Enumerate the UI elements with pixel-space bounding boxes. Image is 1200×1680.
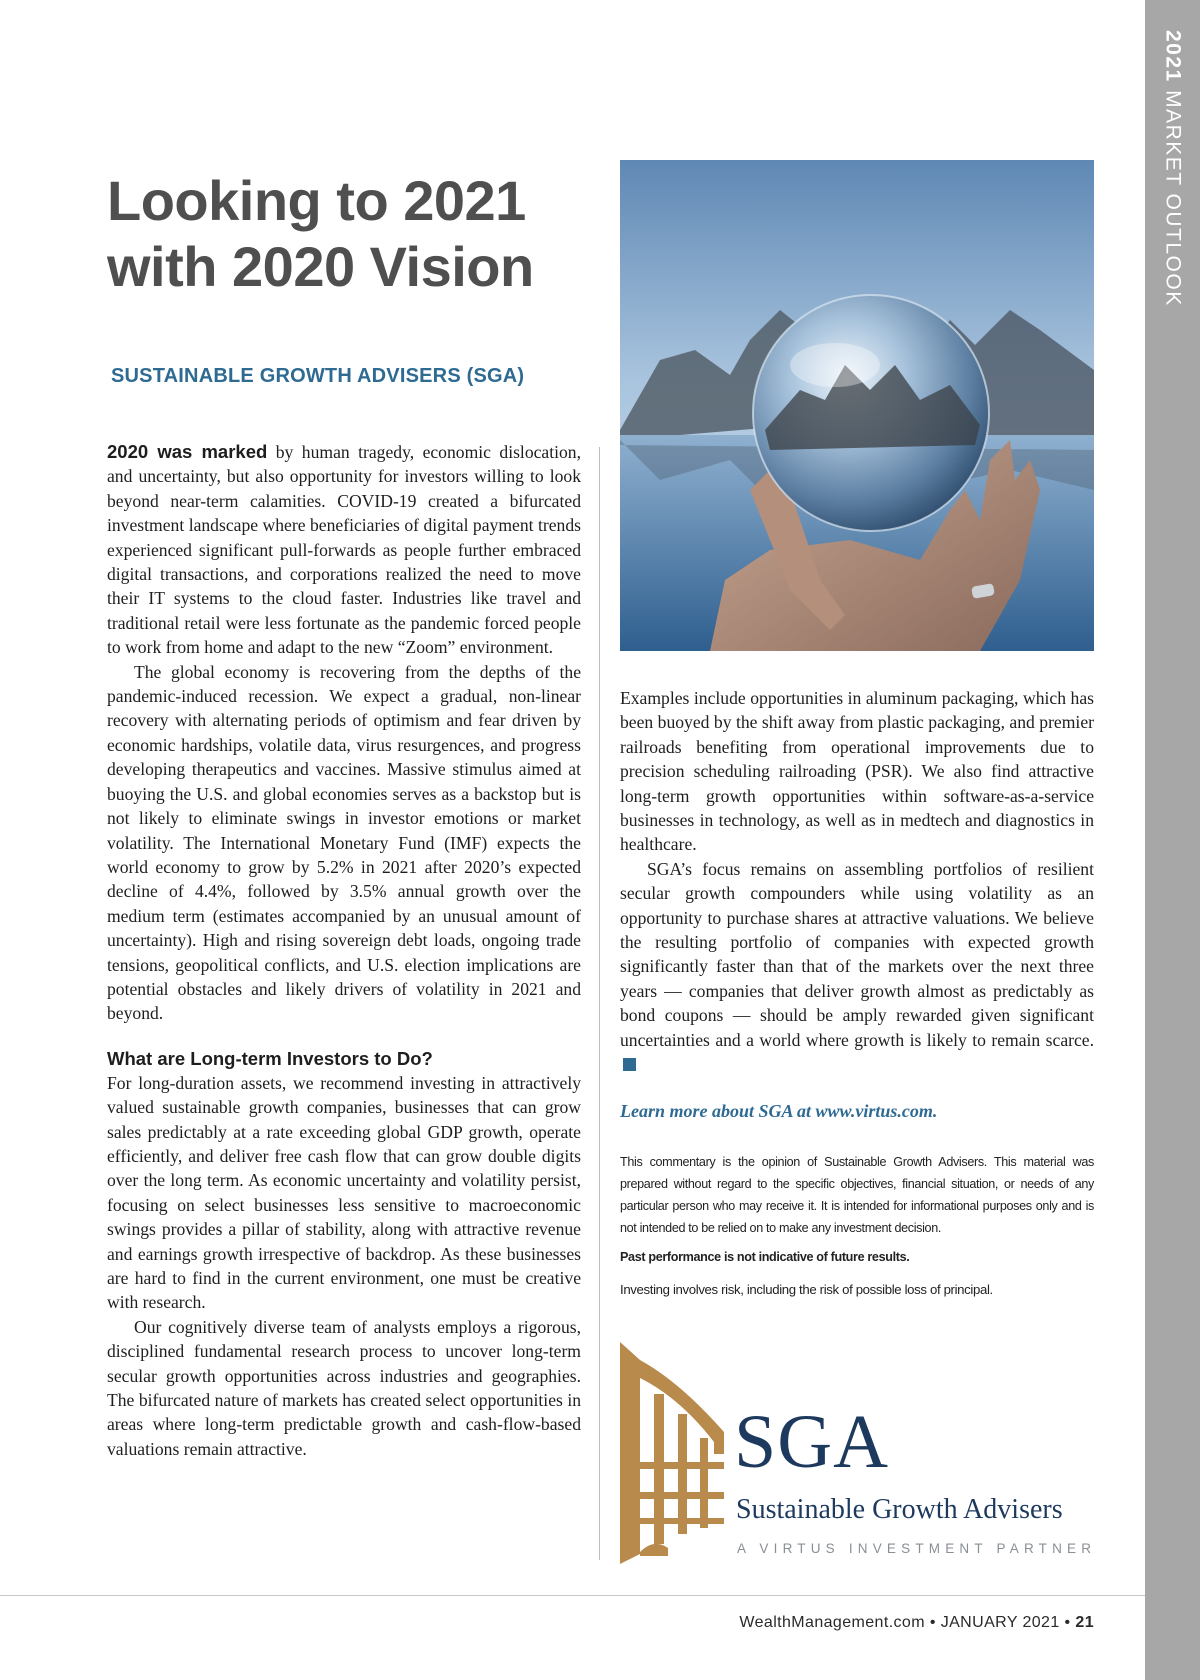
end-mark-icon — [623, 1058, 636, 1071]
section-label — [1161, 30, 1185, 307]
column-divider — [599, 447, 600, 1560]
footer-separator-2: • — [1064, 1614, 1071, 1631]
risk-note: Investing involves risk, including the risk of possible loss of principal. — [620, 1282, 993, 1297]
article-title — [107, 168, 607, 300]
section-subhead: What are Long-term Investors to Do? — [107, 1047, 433, 1069]
paragraph-6 — [620, 857, 1094, 1077]
title-line-2: with 2020 Vision — [107, 235, 534, 298]
paragraph-6-text: SGA’s focus remains on assembling portfolios of resilient secular growth compounders while using volatility as an opportunity to purchase shares at attractive valuations. We believe the resulting portfolio of companies with expected growth significantly faster than that of the markets over the next three years — companies that deliver growth almost as predictably as bond coupons — should be amply rewarded given significant uncertainties and a world where growth is likely to remain scarce. — [620, 858, 1094, 1050]
paragraph-1-text: by human tragedy, economic dislocation, and uncertainty, but also opportunity for investors willing to look beyond near-term calamities. COVID-19 created a bifurcated investment landscape where beneficiaries of digital payment trends experienced significant pull-forwards as people further embraced digital transactions, and corporations realized the need to move their IT systems to the cloud faster. Industries like travel and traditional retail were less fortunate as the pandemic forced people to work from home and adapt to the new “Zoom” environment. — [107, 442, 581, 658]
paragraph-3: For long-duration assets, we recommend investing in attractively valued sustainable growth companies, businesses that can grow sales predictably at a rate exceeding global GDP growth, operate efficiently, and deliver free cash flow that can grow double digits over the long term. As economic uncertainty and volatility persist, focusing on select businesses less sensitive to macroeconomic swings provides a pillar of stability, along with attractive revenue and earnings growth irrespective of backdrop. As these businesses are hard to find in the current environment, one must be creative with research. — [107, 1072, 581, 1313]
paragraph-2: The global economy is recovering from the depths of the pandemic-induced recession. We expect a gradual, non-linear recovery with alternating periods of optimism and fear driven by economic hardships, volatile data, virus resurgences, and progress developing therapeutics and vaccines. Massive stimulus aimed at buoying the U.S. and global economies serves as a backstop but is not likely to eliminate swings in investor emotions or market volatility. The International Monetary Fund (IMF) expects the world economy to grow by 5.2% in 2021 after 2020’s expected decline of 4.4%, followed by 3.5% annual growth over the medium term (estimates accompanied by an unusual amount of uncertainty). High and rising sovereign debt loads, ongoing trade tensions, geopolitical conflicts, and U.S. election implications are potential obstacles and likely drivers of volatility in 2021 and beyond. — [107, 661, 581, 1024]
logo-full-name: Sustainable Growth Advisers — [736, 1494, 1063, 1525]
paragraph-4: Our cognitively diverse team of analysts employs a rigorous, disciplined fundamental research process to uncover long-term secular growth opportunities across industries and geographies. The bifurcated nature of markets has created select opportunities in areas where long-term predictable growth and cash-flow-based valuations remain attractive. — [107, 1316, 581, 1459]
page-footer — [739, 1614, 1094, 1632]
footer-separator: • — [929, 1614, 936, 1631]
article-column-right — [620, 686, 1094, 1077]
footer-site: WealthManagement.com — [739, 1614, 925, 1631]
paragraph-1 — [107, 440, 581, 660]
arches-logo-icon — [620, 1342, 730, 1564]
footer-rule — [0, 1595, 1145, 1596]
section-title: MARKET OUTLOOK — [1161, 90, 1185, 307]
section-year: 2021 — [1161, 30, 1185, 83]
footer-date: JANUARY 2021 — [940, 1614, 1060, 1631]
past-performance-note: Past performance is not indicative of future results. — [620, 1250, 910, 1264]
byline: SUSTAINABLE GROWTH ADVISERS (SGA) — [111, 365, 525, 387]
side-band — [1145, 0, 1200, 1680]
crystal-ball-photo — [620, 160, 1094, 651]
article-column-left — [107, 440, 581, 1461]
page-number: 21 — [1075, 1614, 1094, 1631]
logo-wordmark: SGA — [734, 1400, 890, 1484]
lead-in: 2020 was marked — [107, 441, 268, 462]
paragraph-5: Examples include opportunities in aluminum packaging, which has been buoyed by the shift away from plastic packaging, and premier railroads benefiting from operational improvements due to precision scheduling railroading (PSR). We also find attractive long-term growth opportunities within software-as-a-service businesses in technology, as well as in medtech and diagnostics in healthcare. — [620, 688, 1094, 855]
sga-logo — [620, 1342, 1097, 1564]
title-line-1: Looking to 2021 — [107, 169, 526, 232]
disclaimer-text: This commentary is the opinion of Sustainable Growth Advisers. This material was prepared without regard to the specific objectives, financial situation, or needs of any particular person who may receive it. It is intended for informational purposes only and is not intended to be relied on to make any investment decision. — [620, 1155, 1094, 1235]
learn-more-link[interactable]: Learn more about SGA at www.virtus.com. — [620, 1101, 938, 1121]
logo-tagline: A VIRTUS INVESTMENT PARTNER — [737, 1541, 1097, 1556]
